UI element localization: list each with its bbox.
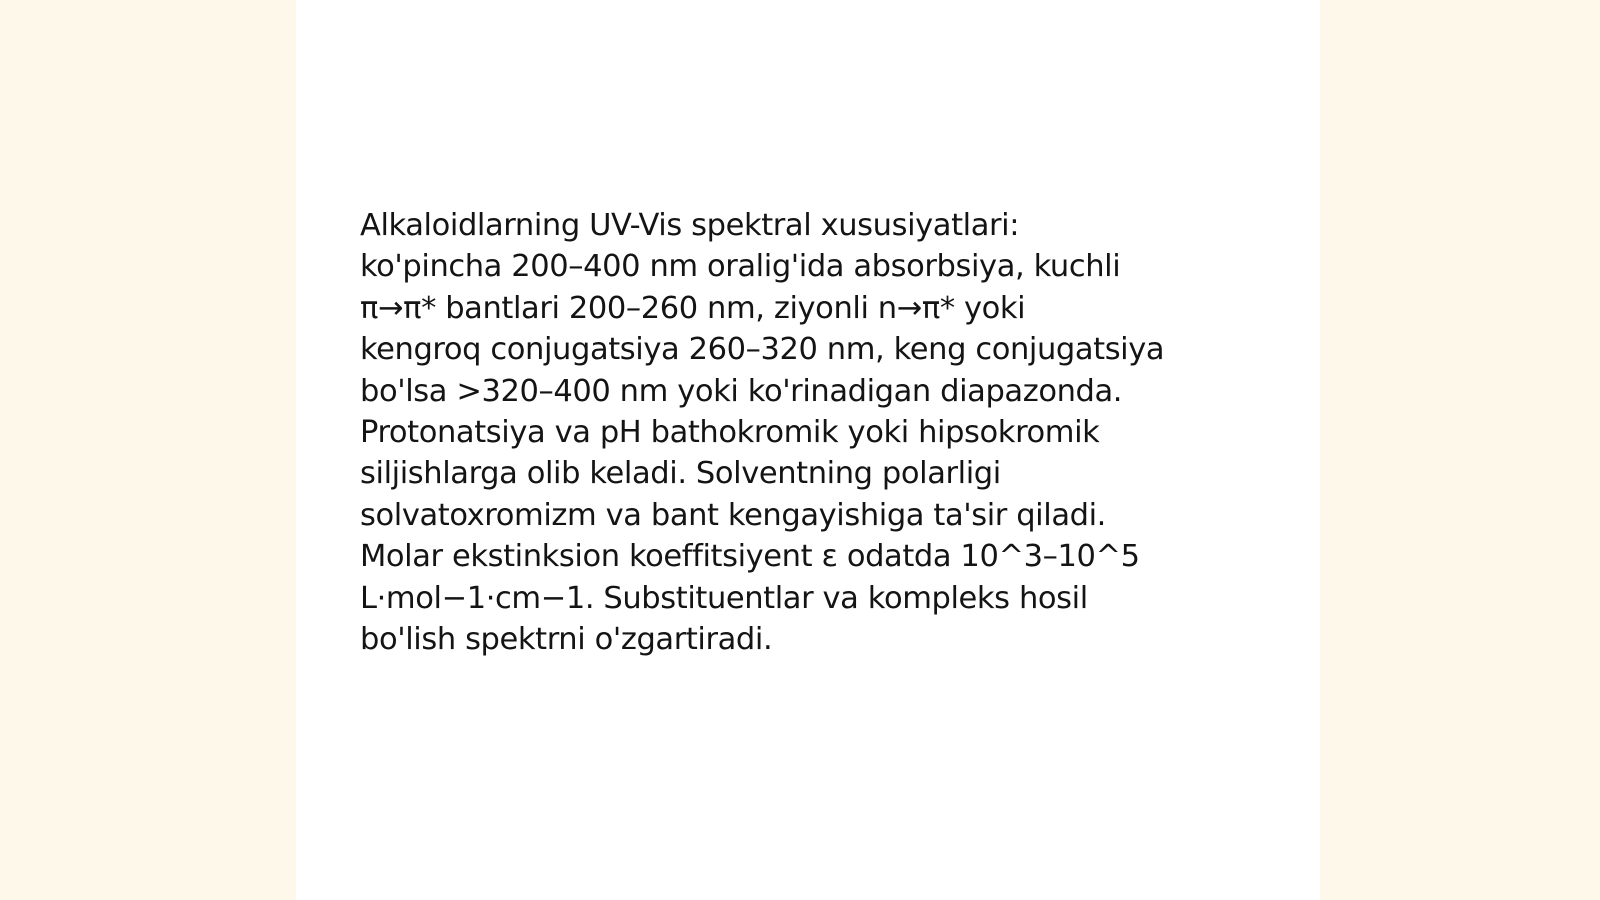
text-line: solvatoxromizm va bant kengayishiga ta'sir qiladi. [360,497,1106,533]
text-line: Protonatsiya va pH bathokromik yoki hipsokromik [360,415,1100,451]
text-line: π→π* bantlari 200–260 nm, ziyonli n→π* yoki [360,290,1026,326]
text-line: Molar ekstinksion koeffitsiyent ε odatda 10^3–10^5 [360,539,1140,575]
body-paragraph [360,205,1260,660]
document-page [296,0,1320,900]
text-line: bo'lsa >320–400 nm yoki ko'rinadigan diapazonda. [360,373,1123,409]
text-line: siljishlarga olib keladi. Solventning polarligi [360,456,1001,492]
text-line: ko'pincha 200–400 nm oralig'ida absorbsiya, kuchli [360,249,1121,285]
text-line: Alkaloidlarning UV-Vis spektral xususiyatlari: [360,208,1020,243]
text-line: L·mol−1·cm−1. Substituentlar va kompleks hosil [360,580,1088,616]
text-line: bo'lish spektrni o'zgartiradi. [360,622,773,658]
text-line: kengroq conjugatsiya 260–320 nm, keng conjugatsiya [360,332,1165,368]
